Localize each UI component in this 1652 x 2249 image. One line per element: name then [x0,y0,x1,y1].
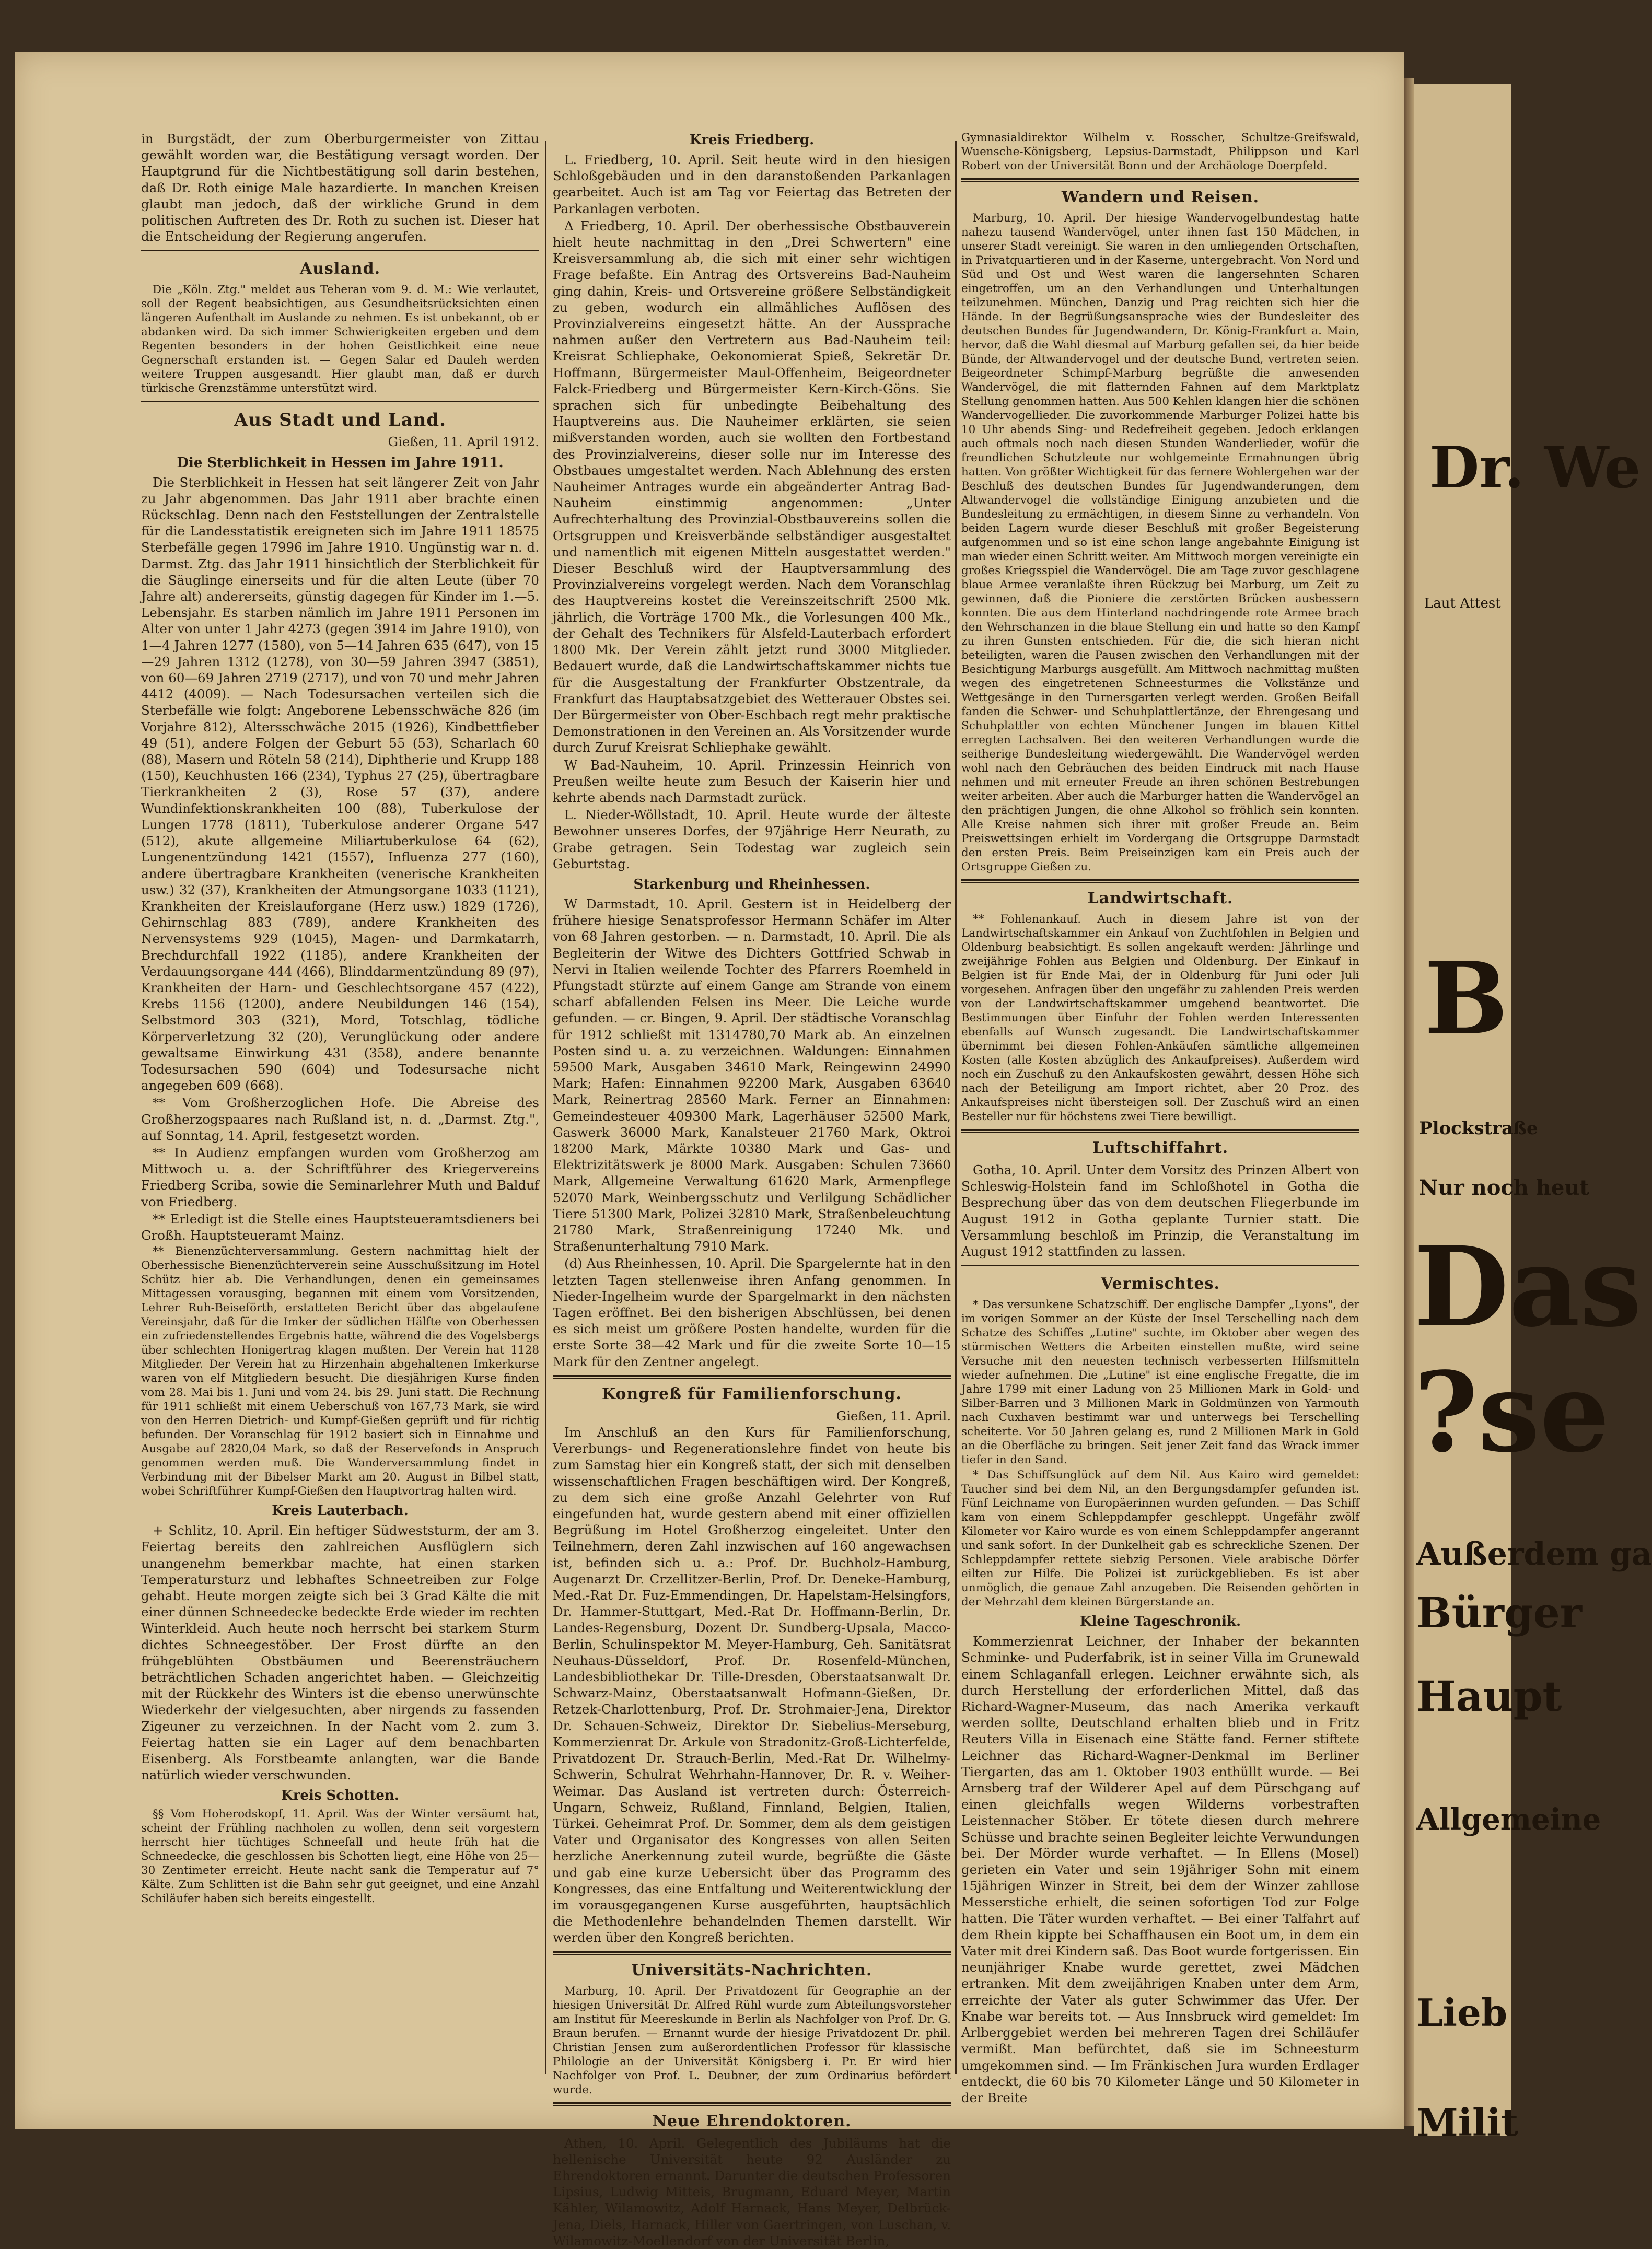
article-text: Gotha, 10. April. Unter dem Vorsitz des Prinzen Albert von Schleswig-Holstein fand im Schloßhotel in Gotha die Besprechung über das von dem deutschen Fliegerbunde im August 1912 in Gotha geplante Turnier statt. Die Versammlung beschloß im Prinzip, die Veranstaltung im August 1912 stattfinden zu lassen. [961,1162,1359,1260]
article-text: * Das Schiffsunglück auf dem Nil. Aus Kairo wird gemeldet: Taucher sind bei dem Nil, an den Bergungsdampfer gefunden ist. Fünf Leichname von Europäerinnen wurden gefunden. — Das Schiff kam von einem Schleppdampfer geschleppt. Ungefähr zwölf Kilometer vor Kairo wurde es von einem Schleppdampfer angerannt und sank sofort. In der Dunkelheit gab es schreckliche Szenen. Der Schleppdampfer rettete siebzig Personen. Viele arabische Dörfer eilten zur Hilfe. Die Polizei ist zurückgeblieben. Es ist aber unmöglich, die genaue Zahl anzugeben. Die Reisenden gehörten in der Mehrzahl dem kleinen Bürgerstande an. [961,1469,1359,1609]
column-1 [141,131,539,2084]
section-heading: Luftschiffahrt. [1092,1139,1229,1157]
article-text: Marburg, 10. April. Der hiesige Wandervogelbundestag hatte nahezu tausend Wandervögel, unter ihnen fast 150 Mädchen, in unserer Stadt vereinigt. Sie waren in den umliegenden Ortschaften, in Privatquartieren und in der Kaserne, untergebracht. Von Nord und Süd und Ost und West waren die langersehnten Scharen eingetroffen, um an den Verhandlungen und Unterhaltungen teilzunehmen. München, Danzig und Prag reichten sich hier die Hände. In der Begrüßungsansprache wies der Bundesleiter des deutschen Bundes für Jugendwandern, Dr. König-Frankfurt a. Main, hervor, daß die Wahl diesmal auf Marburg gefallen sei, da hier beide Bünde, der Altwandervogel und der deutsche Bund, vertreten seien. Beigeordneter Schimpf-Marburg begrüßte die anwesenden Wandervögel, die mit flatternden Fahnen auf dem Marktplatz Stellung genommen hatten. Aus 500 Kehlen klangen hier die schönen Wandervogellieder. Die zuvorkommende Marburger Polizei hatte bis 10 Uhr abends Sing- und Redefreiheit gegeben. Jedoch erklangen auch oftmals noch nach diesen Stunden Wanderlieder, wofür die freundlichen Schutzleute nur wohlgemeinte Ermahnungen übrig hatten. Von größter Wichtigkeit für das fernere Wohlergehen war der Beschluß des deutschen Bundes für Jugendwanderungen, dem Altwandervogel die vollständige Einigung anzubieten und die Bundesleitung zu ermächtigen, in diesem Sinne zu verhandeln. Von beiden Lagern wurde dieser Beschluß mit großer Begeisterung aufgenommen und so ist eine schon lange angebahnte Einigung ist man wieder einen Schritt weiter. Am Mittwoch morgen vereinigte ein großes Kriegsspiel die Wandervögel. Die am Tage zuvor geschlagene blaue Armee veranlaßte ihren Rückzug bei Marburg, um Zeit zu gewinnen, daß die Pioniere die zerstörten Brücken ausbessern konnten. Die aus dem Hinterland nachdringende rote Armee brach den Wehrschanzen in die blaue Stellung ein und hatte so den Kampf zu ihren Gunsten entschieden. Für die, die sich hieran nicht beteiligten, waren die Pausen zwischen den Verhandlungen mit der Besichtigung Marburgs ausgefüllt. Am Mittwoch nachmittag mußten wegen des eingetretenen Schneesturmes die Volkstänze und Wettgesänge in den Turnersgarten verlegt werden. Großen Beifall fanden die Schwer- und Schuhplattlertänze, der Ehrengesang und Schuhplattler von echten Münchener Jungen im blauen Kittel erregten Lachsalven. Bei den weiteren Verhandlungen wurde die seitherige Bundesleitung wiedergewählt. Die Wandervögel werden wohl nach den Gebräuchen des beiden Eindruck mit nach Hause nehmen und mit erneuter Freude an ihren schönen Bestrebungen weiter arbeiten. Aber auch die Marburger hatten die Wandervögel an den prächtigen Jungen, die ohne Alkohol so fröhlich sein konnten. Alle Kreise nahmen sich ihrer mit großer Freude an. Beim Preiswettsingen erhielt im Vordergang die Ortsgruppe Darmstadt den ersten Preis. Beim Preiseinzigen kam ein Preis auch der Ortsgruppe Gießen zu. [961,212,1360,873]
ad-text: Laut Attest [1424,596,1501,611]
article-text: ** In Audienz empfangen wurden vom Großherzog am Mittwoch u. a. der Schriftführer des Kriegervereins Friedberg Scriba, sowie die Seminarlehrer Muth und Balduf von Friedberg. [141,1145,539,1209]
article-text: Die Sterblichkeit in Hessen hat seit längerer Zeit von Jahr zu Jahr abgenommen. Das Jahr 1911 aber brachte einen Rückschlag. Denn nach den Feststellungen der Zentralstelle für die Landesstatistik ereigneten sich im Jahre 1911 18575 Sterbefälle gegen 17996 im Jahre 1910. Ungünstig war n. d. Darmst. Ztg. das Jahr 1911 hinsichtlich der Sterblichkeit für die Säuglinge einerseits und für die alten Leute (über 70 Jahre alt) andererseits, günstig dagegen für Kinder im 1.—5. Lebensjahr. Es starben nämlich im Jahre 1911 Personen im Alter von unter 1 Jahr 4273 (gegen 3914 im Jahre 1910), von 1—4 Jahren 1277 (1580), von 5—14 Jahren 635 (647), von 15—29 Jahren 1312 (1278), von 30—59 Jahren 3947 (3851), von 60—69 Jahren 2719 (2717), und von 70 und mehr Jahren 4412 (4009). — Nach Todesursachen verteilen sich die Sterbefälle wie folgt: Angeborene Lebensschwäche 826 (im Vorjahre 812), Altersschwäche 2015 (1926), Kindbettfieber 49 (51), andere Folgen der Geburt 55 (53), Scharlach 60 (88), Masern und Röteln 58 (214), Diphtherie und Krupp 188 (150), Keuchhusten 166 (234), Typhus 27 (25), übertragbare Tierkrankheiten 2 (3), Rose 57 (37), andere Wundinfektionskrankheiten 100 (88), Tuberkulose der Lungen 1778 (1811), Tuberkulose anderer Organe 547 (512), akute allgemeine Miliartuberkulose 64 (62), Lungenentzündung 1421 (1557), Influenza 277 (160), andere übertragbare Krankheiten (venerische Krankheiten usw.) 32 (37), Krankheiten der Atmungsorgane 1033 (1121), Krankheiten der Kreislauforgane (Herz usw.) 1829 (1726), Gehirnschlag 883 (789), andere Krankheiten des Nervensystems 929 (1045), Magen- und Darmkatarrh, Brechdurchfall 1922 (1185), andere Krankheiten der Verdauungsorgane 444 (466), Blinddarmentzündung 89 (97), Krankheiten der Harn- und Geschlechtsorgane 457 (422), Krebs 1156 (1200), andere Neubildungen 146 (154), Selbstmord 303 (321), Mord, Totschlag, tödliche Körperverletzung 32 (20), Verunglückung oder andere gewaltsame Einwirkung 431 (358), andere benannte Todesursachen 590 (604) und Todesursache nicht angegeben 609 (668). [141,474,539,1093]
article-text: Kommerzienrat Leichner, der Inhaber der bekannten Schminke- und Puderfabrik, ist in seiner Villa im Grunewald einem Schlaganfall erlegen. Leichner erwähnte sich, als durch Herstellung der erforderlichen Mittel, daß das Richard-Wagner-Museum, das nach Amerika verkauft werden sollte, Deutschland erhalten blieb und in Fritz Reuters Villa in Eisenach eine Stätte fand. Ferner stiftete Leichner das Richard-Wagner-Denkmal im Berliner Tiergarten, das am 1. Oktober 1903 enthüllt wurde. — Bei Arnsberg traf der Wilderer Apel auf dem Pürschgang auf einen gleichfalls wegen Wilderns vorbestraften Leistennacher Stöber. Er tötete diesen durch mehrere Schüsse und brachte seinen Begleiter leichte Verwundungen bei. Der Mörder wurde verhaftet. — In Ellens (Mosel) gerieten ein Vater und sein 19jähriger Sohn mit einem 15jährigen Winzer in Streit, bei dem der Winzer zahllose Messerstiche erhielt, die seinen sofortigen Tod zur Folge hatten. Die Täter wurden verhaftet. — Bei einer Talfahrt auf dem Rhein kippte bei Schaffhausen ein Boot um, in dem ein Vater mit drei Kindern saß. Das Boot wurde fortgerissen. Ein neunjähriger Knabe wurde gerettet, zwei Mädchen ertranken. Mit dem zweijährigen Knaben unter dem Arm, erreichte der Vater als guter Schwimmer das Ufer. Der Knabe war bereits tot. — Aus Innsbruck wird gemeldet: Im Arlberggebiet werden bei mehreren Tagen drei Schiläufer vermißt. Man befürchtet, daß sie im Schneesturm umgekommen sind. — Im Fränkischen Jura wurden Erdlager entdeckt, die 60 bis 70 Kilometer Länge und 50 Kilometer in der Breite [961,1634,1359,2105]
article-text: L. Nieder-Wöllstadt, 10. April. Heute wurde der älteste Bewohner unseres Dorfes, der 97jährige Herr Neurath, zu Grabe getragen. Sein Todestag war zugleich sein Geburtstag. [553,807,951,871]
column-2 [553,131,951,2248]
article-text: §§ Vom Hoherodskopf, 11. April. Was der Winter versäumt hat, scheint der Frühling nachholen zu wollen, denn seit vorgestern herrscht hier tüchtiges Schneefall und heute früh hat die Schneedecke, die geschlossen bis Schotten liegt, eine Höhe von 25—30 Zentimeter erreicht. Heute nacht sank die Temperatur auf 7° Kälte. Zum Schlitten ist die Bahn sehr gut geeignet, und eine Anzahl Schiläufer haben sich bereits eingestellt. [141,1808,539,1906]
ad-text: Plockstraße [1419,1118,1538,1139]
section-heading: Aus Stadt und Land. [234,410,446,431]
column-divider [955,141,957,2074]
section-rule [141,250,539,253]
article-text: ** Fohlenankauf. Auch in diesem Jahre ist von der Landwirtschaftskammer ein Ankauf von Zuchtfohlen in Belgien und Oldenburg beabsichtigt. Es sollen angekauft werden: Jährlinge und zweijährige Fohlen aus Belgien und Oldenburg. Der Einkauf in Belgien ist für Ende Mai, der in Oldenburg für Juni oder Juli vorgesehen. Anfragen über den ungefähr zu zahlenden Preis werden von der Landwirtschaftskammer umgehend beantwortet. Die Bestimmungen über Einfuhr der Fohlen werden Interessenten ebenfalls auf Wunsch zugesandt. Die Landwirtschaftskammer übernimmt bei diesen Fohlen-Ankäufen sämtliche allgemeinen Kosten (alle Kosten abzüglich des Ankaufpreises). Außerdem wird noch ein Zuschuß zu den Ankaufskosten gewährt, dessen Höhe sich nach der Beteiligung am Import richtet, aber 20 Proz. des Ankaufspreises nicht übersteigen soll. Der Zuschuß wird an einen Besteller nur für höchstens zwei Tiere bewilligt. [961,913,1359,1123]
ad-text: Außerdem ga [1416,1536,1652,1572]
section-rule [553,2102,951,2106]
section-heading: Vermischtes. [1101,1275,1220,1294]
article-text: Athen, 10. April. Gelegentlich des Jubiläums hat die hellenische Universität heute 92 Ausländer zu Ehrendoktoren ernannt. Darunter die deutschen Professoren Lipsius, Ludwig Mitteis, Brugmann, Eduard Meyer, Martin Kähler, Wilamowitz, Adolf Harnack, Hans Meyer, Delbrück-Jena, Diels, Harnack, Hiller von Gaertringen, von Luschan, v. Wilamowitz-Moellendorf von der Universität Berlin, [553,2135,951,2248]
article-text: Gymnasialdirektor Wilhelm v. Rosscher, Schultze-Greifswald, Wuensche-Königsberg, Lepsius-Darmstadt, Philippson und Karl Robert von der Universität Bonn und der Archäologe Doerpfeld. [961,131,1359,172]
ad-text: B [1424,940,1508,1057]
dateline: Gießen, 11. April 1912. [388,434,539,450]
section-rule [553,1375,951,1379]
article-text: Die „Köln. Ztg." meldet aus Teheran vom 9. d. M.: Wie verlautet, soll der Regent beabsichtigen, aus Gesundheitsrücksichten einen längeren Aufenthalt im Auslande zu nehmen. Es ist unbekannt, ob er abdanken wird. Da sich immer Schwierigkeiten ergeben und dem Regenten besonders in der hohen Geistlichkeit eine neue Gegnerschaft erstanden ist. — Gegen Salar ed Dauleh werden weitere Truppen ausgesandt. Hier glaubt man, daß er durch türkische Grenzstämme unterstützt wird. [141,283,539,395]
article-text: L. Friedberg, 10. April. Seit heute wird in den hiesigen Schloßgebäuden und in den daranstoßenden Parkanlagen gearbeitet. Auch ist am Tag vor Feiertag das Betreten der Parkanlagen verboten. [553,152,951,216]
column-3 [961,131,1360,2105]
article-heading: Die Sterblichkeit in Hessen im Jahre 1911. [177,455,504,471]
section-rule [961,879,1359,883]
ad-text: ?se [1414,1348,1610,1477]
article-heading: Kreis Schotten. [281,1788,399,1804]
section-heading: Landwirtschaft. [1087,889,1234,907]
article-text: (d) Aus Rheinhessen, 10. April. Die Spargelernte hat in den letzten Tagen stellenweise ihren Anfang genommen. In Nieder-Ingelheim wurde der Spargelmarkt in den nächsten Tagen eröffnet. Bei den bisherigen Abschlüssen, bei denen es sich meist um größere Posten handelte, wurden für die erste Sorte 38—42 Mark und für die zweite Sorte 10—15 Mark für den Zentner angelegt. [553,1256,951,1369]
section-rule [961,1129,1359,1133]
column-divider [545,141,546,2074]
article-text: in Burgstädt, der zum Oberburgermeister von Zittau gewählt worden war, die Bestätigung versagt worden. Der Hauptgrund für die Nichtbestätigung soll darin bestehen, daß Dr. Roth einige Male hazardierte. In manchen Kreisen glaubt man jedoch, daß der wirkliche Grund in dem politischen Auftreten des Dr. Roth zu suchen ist. Dieser hat die Entscheidung der Regierung angerufen. [141,131,539,244]
section-heading: Neue Ehrendoktoren. [652,2112,852,2130]
dateline: Gießen, 11. April. [836,1408,951,1424]
article-text: Im Anschluß an den Kurs für Familienforschung, Vererbungs- und Regenerationslehre findet von heute bis zum Samstag hier ein Kongreß statt, der sich mit denselben wissenschaftlichen Fragen beschäftigen wird. Der Kongreß, zu dem sich eine große Anzahl Gelehrter von Ruf eingefunden hat, wurde gestern abend mit einer offiziellen Begrüßung im Hotel Großherzog eingeleitet. Unter den Teilnehmern, deren Zahl inzwischen auf 160 angewachsen ist, befinden sich u. a.: Prof. Dr. Buchholz-Hamburg, Augenarzt Dr. Crzellitzer-Berlin, Prof. Dr. Deneke-Hamburg, Med.-Rat Dr. Fuz-Emmendingen, Dr. Hapelstam-Helsingfors, Dr. Hammer-Stuttgart, Med.-Rat Dr. Hoffmann-Berlin, Dr. Landes-Regensburg, Dozent Dr. Sundberg-Upsala, Macco-Berlin, Schulinspektor M. Meyer-Hamburg, Geh. Sanitätsrat Neuhaus-Düsseldorf, Prof. Dr. Rosenfeld-München, Landesbibliothekar Dr. Tille-Dresden, Oberstaatsanwalt Dr. Schwarz-Mainz, Oberstaatsanwalt Hofmann-Gießen, Dr. Retzek-Charlottenburg, Prof. Dr. Strohmaier-Jena, Direktor Dr. Schauen-Schweiz, Direktor Dr. Siebelius-Merseburg, Kommerzienrat Dr. Arkule von Stradonitz-Groß-Lichterfelde, Privatdozent Dr. Strauch-Berlin, Med.-Rat Dr. Wilhelmy-Schwerin, Schulrat Wehrhahn-Hannover, Dr. R. v. Weiher-Weimar. Das Ausland ist vertreten durch: Österreich-Ungarn, Schweiz, Rußland, Finnland, Belgien, Italien, Türkei. Geheimrat Prof. Dr. Sommer, dem als dem geistigen Vater und Organisator des Kongresses von allen Seiten herzliche Anerkennung zuteil wurde, begrüßte die Gäste und gab eine kurze Uebersicht über das Programm des Kongresses, das eine Entfaltung und Weiterentwicklung der im vorausgegangenen Kurse ausgeführten, hauptsächlich die Methodenlehre behandelnden Themen darstellt. Wir werden über den Kongreß berichten. [553,1425,951,1945]
article-heading: Kleine Tageschronik. [1079,1614,1241,1630]
article-text: Δ Friedberg, 10. April. Der oberhessische Obstbauverein hielt heute nachmittag in den „Drei Schwertern" eine Kreisversammlung ab, die sich mit einer sehr wichtigen Frage befaßte. Ein Antrag des Ortsvereins Bad-Nauheim ging dahin, Kreis- und Ortsvereine größere Selbständigkeit zu geben, wodurch ein allmähliches Auflösen des Provinzialvereins eingesetzt hätte. An der Aussprache nahmen außer den Vertretern aus Bad-Nauheim teil: Kreisrat Schliephake, Oekonomierat Spieß, Sekretär Dr. Hoffmann, Bürgermeister Maul-Offenheim, Beigeordneter Falck-Friedberg und Bürgermeister Kern-Kirch-Göns. Sie sprachen sich für unbedingte Beibehaltung des Hauptvereins aus. Die Nauheimer erklärten, sie seien mißverstanden worden, auch sie wollten den Fortbestand des Provinzialvereins, dieser solle nur im Interesse des Obstbaues umgestaltet werden. Nach Ablehnung des ersten Nauheimer Antrages wurde ein abgeänderter Antrag Bad-Nauheim einstimmig angenommen: „Unter Aufrechterhaltung des Provinzial-Obstbauvereins sollen die Ortsgruppen und Kreisverbände selbständiger ausgestaltet und namentlich mit eigenen Mitteln ausgestattet werden." Dieser Beschluß wird der Hauptversammlung des Provinzialvereins vorgelegt werden. Nach dem Voranschlag des Hauptvereins kostet die Vereinszeitschrift 2500 Mk. jährlich, die Vorträge 1700 Mk., die Vorlesungen 400 Mk., der Gehalt des Technikers für Alsfeld-Lauterbach erfordert 1800 Mk. Der Verein zählt jetzt rund 3000 Mitglieder. Bedauert wurde, daß die Landwirtschaftskammer nichts tue für die Ausgestaltung der Frankfurter Obstzentrale, da Frankfurt das Hauptabsatzgebiet des Wetterauer Obstes sei. Der Bürgermeister von Ober-Eschbach regt mehr praktische Demonstrationen in den Vereinen an. Als Vorsitzender wurde durch Zuruf Kreisrat Schliephake gewählt. [553,218,951,755]
ad-text: Bürger [1416,1588,1582,1637]
section-heading: Ausland. [299,260,381,278]
ad-text: Lieb [1416,1990,1508,2035]
article-text: * Das versunkene Schatzschiff. Der englische Dampfer „Lyons", der im vorigen Sommer an der Küste der Insel Terschelling nach dem Schatze des Schiffes „Lutine" suchte, im Oktober aber wegen des stürmischen Wetters die Arbeiten einstellen mußte, wird seine Versuche mit den neuesten technisch verbesserten Hilfsmitteln wieder aufnehmen. Die „Lutine" ist eine englische Fregatte, die im Jahre 1799 mit einer Ladung von 25 Millionen Mark in Gold- und Silber-Barren und 3 Millionen Mark in Goldmünzen von Yarmouth nach Cuxhaven bestimmt war und unterwegs bei Terschelling scheiterte. Vor 50 Jahren gelang es, rund 2 Millionen Mark in Gold an die Oberfläche zu bringen. Seit jener Zeit fand das Wrack immer tiefer in den Sand. [961,1298,1359,1467]
article-text: W Darmstadt, 10. April. Gestern ist in Heidelberg der frühere hiesige Senatsprofessor Hermann Schäfer im Alter von 68 Jahren gestorben. — n. Darmstadt, 10. April. Die als Begleiterin der Witwe des Dichters Gottfried Schwab in Nervi in Italien weilende Tochter des Pfarrers Roemheld in Pfungstadt stürzte auf einem Gange am Strande von einem scharf abfallenden Felsen ins Meer. Die Leiche wurde gefunden. — cr. Bingen, 9. April. Der städtische Voranschlag für 1912 schließt mit 1314780,70 Mark ab. An einzelnen Posten sind u. a. zu verzeichnen. Waldungen: Einnahmen 59500 Mark, Ausgaben 34610 Mark, Reingewinn 24990 Mark; Hafen: Einnahmen 92200 Mark, Ausgaben 63640 Mark, Reinertrag 28560 Mark. Ferner an Einnahmen: Gemeindesteuer 409300 Mark, Lagerhäuser 52500 Mark, Gaswerk 36000 Mark, Kanalsteuer 21760 Mark, Oktroi 18200 Mark, Märkte 10380 Mark und Gas- und Elektrizitätswerk je 8000 Mark. Ausgaben: Schulen 73660 Mark, Allgemeine Verwaltung 61620 Mark, Armenpflege 52070 Mark, Weinbergsschutz und Verlilgung Schädlicher Tiere 51300 Mark, Polizei 32810 Mark, Straßenbeleuchtung 21780 Mark, Straßenreinigung 17240 Mk. und Straßenunterhaltung 7910 Mark. [553,896,951,1254]
article-heading: Starkenburg und Rheinhessen. [633,876,870,892]
ad-text: Das [1414,1222,1642,1351]
section-heading: Universitäts-Nachrichten. [631,1961,872,1979]
article-text: ** Bienenzüchterversammlung. Gestern nachmittag hielt der Oberhessische Bienenzüchterverein seine Ausschußsitzung im Hotel Schütz hier ab. Die Verhandlungen, denen ein gemeinsames Mittagessen vorausging, begannen mit einem vom Vorsitzenden, Lehrer Ruh-Beiseförth, erstatteten Bericht über das abgelaufene Vereinsjahr, daß für die Imker der südlichen Hälfte von Oberhessen ein zufriedenstellendes Ergebnis hatte, während die des Vogelsbergs über schlechten Honigertrag klagen mußten. Der Verein hat 1128 Mitglieder. Der Verein hat zu Hirzenhain abgehaltenen Imkerkurse waren von elf Mitgliedern besucht. Die diesjährigen Kurse finden vom 28. Mai bis 1. Juni und vom 24. bis 29. Juni statt. Die Rechnung für 1911 schließt mit einem Ueberschuß von 167,73 Mark, sie wird von den Herren Dietrich- und Kumpf-Gießen geprüft und für richtig befunden. Der Voranschlag für 1912 basiert sich in Einnahme und Ausgabe auf 2820,04 Mark, so daß der Reservefonds in Anspruch genommen werden muß. Die Wanderversammlung findet in Verbindung mit der Bibelser Markt am 20. August in Bilbel statt, wobei Schriftführer Kumpf-Gießen den Hauptvortrag halten wird. [141,1245,539,1498]
article-text: W Bad-Nauheim, 10. April. Prinzessin Heinrich von Preußen weilte heute zum Besuch der Kaiserin hier und kehrte abends nach Darmstadt zurück. [553,757,951,805]
article-text: ** Erledigt ist die Stelle eines Hauptsteueramtsdieners bei Großh. Hauptsteueramt Mainz. [141,1211,539,1243]
ad-text: Haupt [1416,1672,1562,1721]
ad-text: Milit [1416,2100,1519,2145]
article-heading: Kreis Friedberg. [689,132,815,148]
ad-text: Nur noch heut [1419,1175,1589,1200]
article-heading: Kreis Lauterbach. [272,1503,409,1519]
section-rule [961,1265,1359,1268]
section-rule [141,401,539,404]
article-text: + Schlitz, 10. April. Ein heftiger Südweststurm, der am 3. Feiertag bereits den zahlreichen Ausflüglern sich unangenehm bemerkbar machte, hat einen starken Temperatursturz und lebhaftes Schneetreiben zur Folge gehabt. Heute morgen zeigte sich bei 3 Grad Kälte die mit einer dünnen Schneedecke bedeckte Erde wieder im rechten Winterkleid. Auch heute noch herrscht bei starkem Sturm dichtes Schneegestöber. Der Frost dürfte an den frühgeblühten Obstbäumen und Beerensträuchern beträchtlichen Schaden angerichtet haben. — Gleichzeitig mit der Rückkehr des Winters ist die ebenso unerwünschte Wiederkehr der vielgesuchten, aber nirgends zu fassenden Zigeuner zu verzeichnen. In der Nacht vom 2. zum 3. Feiertag hatten sie ein Lager auf dem benachbarten Eisenberg. Als Forstbeamte anlangten, war die Bande natürlich wieder verschwunden. [141,1523,539,1783]
ad-text: Dr. We [1429,434,1641,501]
section-heading: Kongreß für Familienforschung. [602,1384,902,1403]
article-text: ** Vom Großherzoglichen Hofe. Die Abreise des Großherzogspaares nach Rußland ist, n. d. „Darmst. Ztg.", auf Sonntag, 14. April, festgesetzt worden. [141,1095,539,1143]
section-rule [553,1951,951,1955]
section-heading: Wandern und Reisen. [1061,188,1260,206]
section-rule [961,178,1359,182]
book-spine [1404,78,1414,2126]
ad-text: Allgemeine [1416,1802,1601,1837]
adjacent-page-edge [1414,84,1652,2145]
article-text: Marburg, 10. April. Der Privatdozent für Geographie an der hiesigen Universität Dr. Alfred Rühl wurde zum Abteilungsvorsteher am Institut für Meereskunde in Berlin als Nachfolger von Prof. Dr. G. Braun berufen. — Ernannt wurde der hiesige Privatdozent Dr. phil. Christian Jensen zum außerordentlichen Professor für klassische Philologie an der Universität Königsberg i. Pr. Er wird hier Nachfolger von Prof. L. Deubner, der zum Ordinarius befördert wurde. [553,1984,951,2096]
